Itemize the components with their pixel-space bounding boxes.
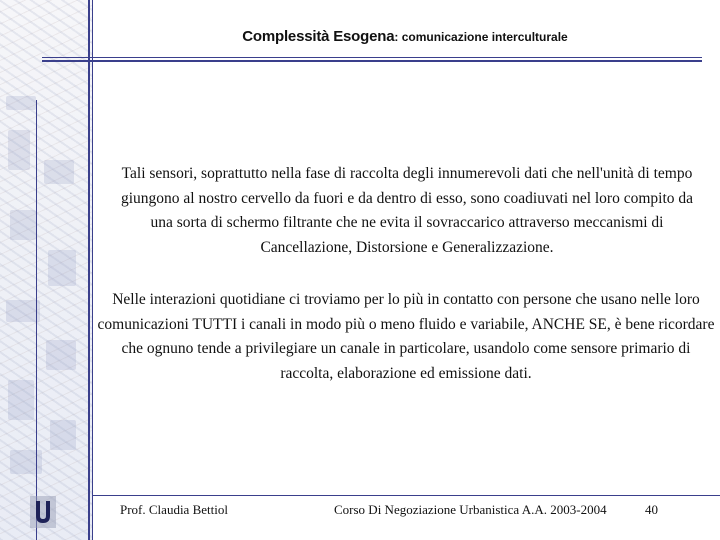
left-accent-line-2 [88,0,90,540]
decorative-map-strip [0,0,92,540]
footer-page-number: 40 [645,502,658,517]
footer-author: Prof. Claudia Bettiol [120,502,228,517]
footer-divider [92,495,720,496]
university-logo-icon [30,496,56,528]
paragraph-sensors: Tali sensori, soprattutto nella fase di raccolta degli innumerevoli dati che nell'unità di tempo giungono al nostro cervello da fuori e da dentro di esso, sono coadiuvati nel loro compito da una sorta di schermo filtrante che ne evita il sovraccarico attraverso meccanismi di Cancellazione, Distorsione e Generalizzazione. [120,165,694,256]
header-divider-thin [42,57,702,58]
header-divider-thick [42,60,702,62]
left-accent-line-3 [92,0,93,540]
title-subtitle: : comunicazione interculturale [394,30,568,44]
slide-title [110,28,700,46]
paragraph-interactions: Nelle interazioni quotidiane ci troviamo per lo più in contatto con persone che usano nelle loro comunicazioni TUTTI i canali in modo più o meno fluido e variabile, ANCHE SE, è bene ricordare che ognuno tende a privilegiare un canale in particolare, usandolo come sensore primario di raccolta, elaborazione ed emissione dati. [97,291,715,382]
footer-course: Corso Di Negoziazione Urbanistica A.A. 2003-2004 [334,502,607,517]
left-accent-line [36,100,37,540]
title-main: Complessità Esogena [242,28,395,45]
